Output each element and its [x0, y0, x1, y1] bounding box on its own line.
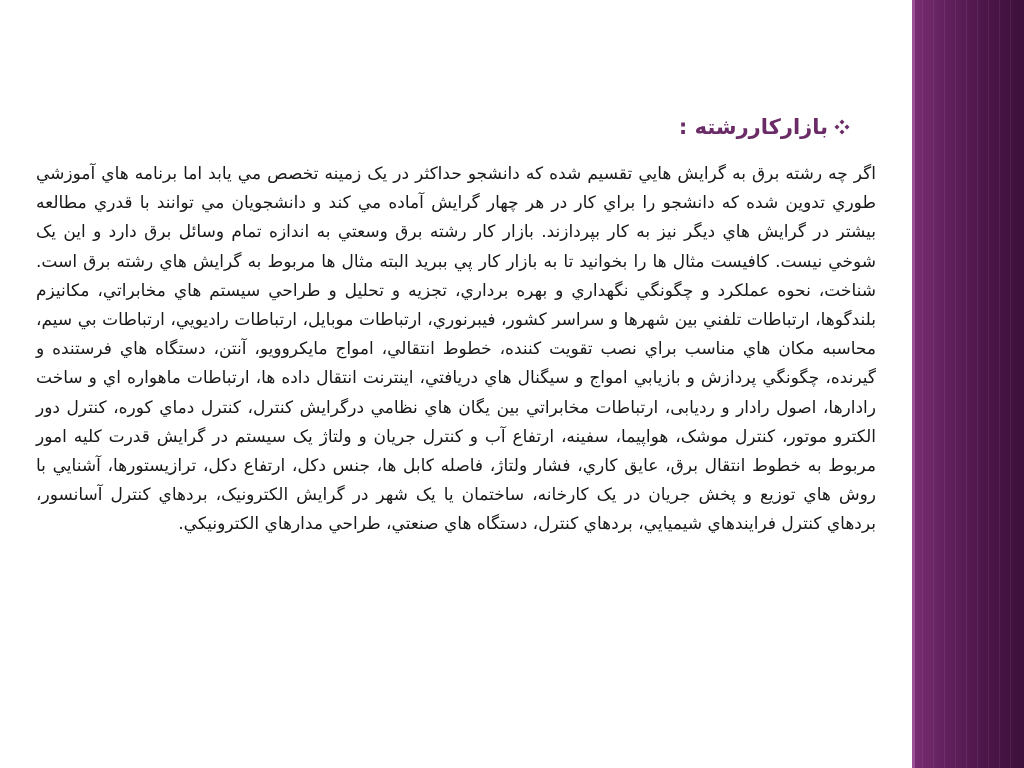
slide-heading	[679, 115, 850, 139]
heading-text: بازارکاررشته :	[678, 115, 828, 139]
diamond-bullet-icon	[834, 119, 850, 135]
decorative-sidebar	[912, 0, 1024, 768]
body-paragraph: اگر چه رشته برق به گرايش هايي تقسيم شده كه دانشجو حداكثر در يک زمينه تخصص مي يابد اما برنامه هاي آموزشي طوري تدوين شده كه دانشجو را براي كار در هر چهار گرايش آماده مي كند و دانشجويان مي توانند با قدري مطالعه بيشتر در گرايش هاي ديگر نيز به كار بپردازند. بازار كار رشته برق وسعتي به اندازه تمام وسائل برق دارد و اين يک شوخي نيست. كافيست مثال ها را بخوانيد تا به بازار كار پي ببريد البته مثال ها مربوط به گرايش هاي رشته برق است. شناخت، نحوه عملكرد و چگونگي نگهداري و بهره برداري، تجزيه و تحليل و طراحي سيستم هاي مخابراتي، مكانيزم بلندگوها، ارتباطات تلفني بين شهرها و سراسر كشور، فيبرنوري، ارتباطات موبايل، ارتباطات راديويي، ارتباطات بي سيم، محاسبه مكان هاي مناسب براي نصب تقويت كننده، خطوط انتقالي، امواج مايكروويو، آنتن، دستگاه هاي فرستنده و گيرنده، چگونگي پردازش و بازيابي امواج و سيگنال هاي دريافتي، اينترنت انتقال داده ها، ارتباطات ماهواره اي و ساخت رادارها، اصول رادار و ردیابی، ارتباطات مخابراتي بين يگان هاي نظامي درگرايش كنترل، كنترل دماي كوره، كنترل دور الكترو موتور، كنترل موشک، هواپيما، سفينه، ارتفاع آب و كنترل جريان و ولتاژ يک سيستم در گرايش قدرت كليه امور مربوط به خطوط انتقال برق، عايق كاري، فشار ولتاژ، فاصله كابل ها، جنس دكل، ارتفاع دكل، ترازيستورها، آشنايي با روش هاي توزيع و پخش جريان در يک كارخانه، ساختمان يا يک شهر در گرايش الكترونيک، بردهاي كنترل آسانسور، بردهاي كنترل فرايندهاي شيميايي، بردهاي كنترل، دستگاه هاي صنعتي، طراحي مدارهاي الكترونيكي.	[36, 164, 876, 535]
